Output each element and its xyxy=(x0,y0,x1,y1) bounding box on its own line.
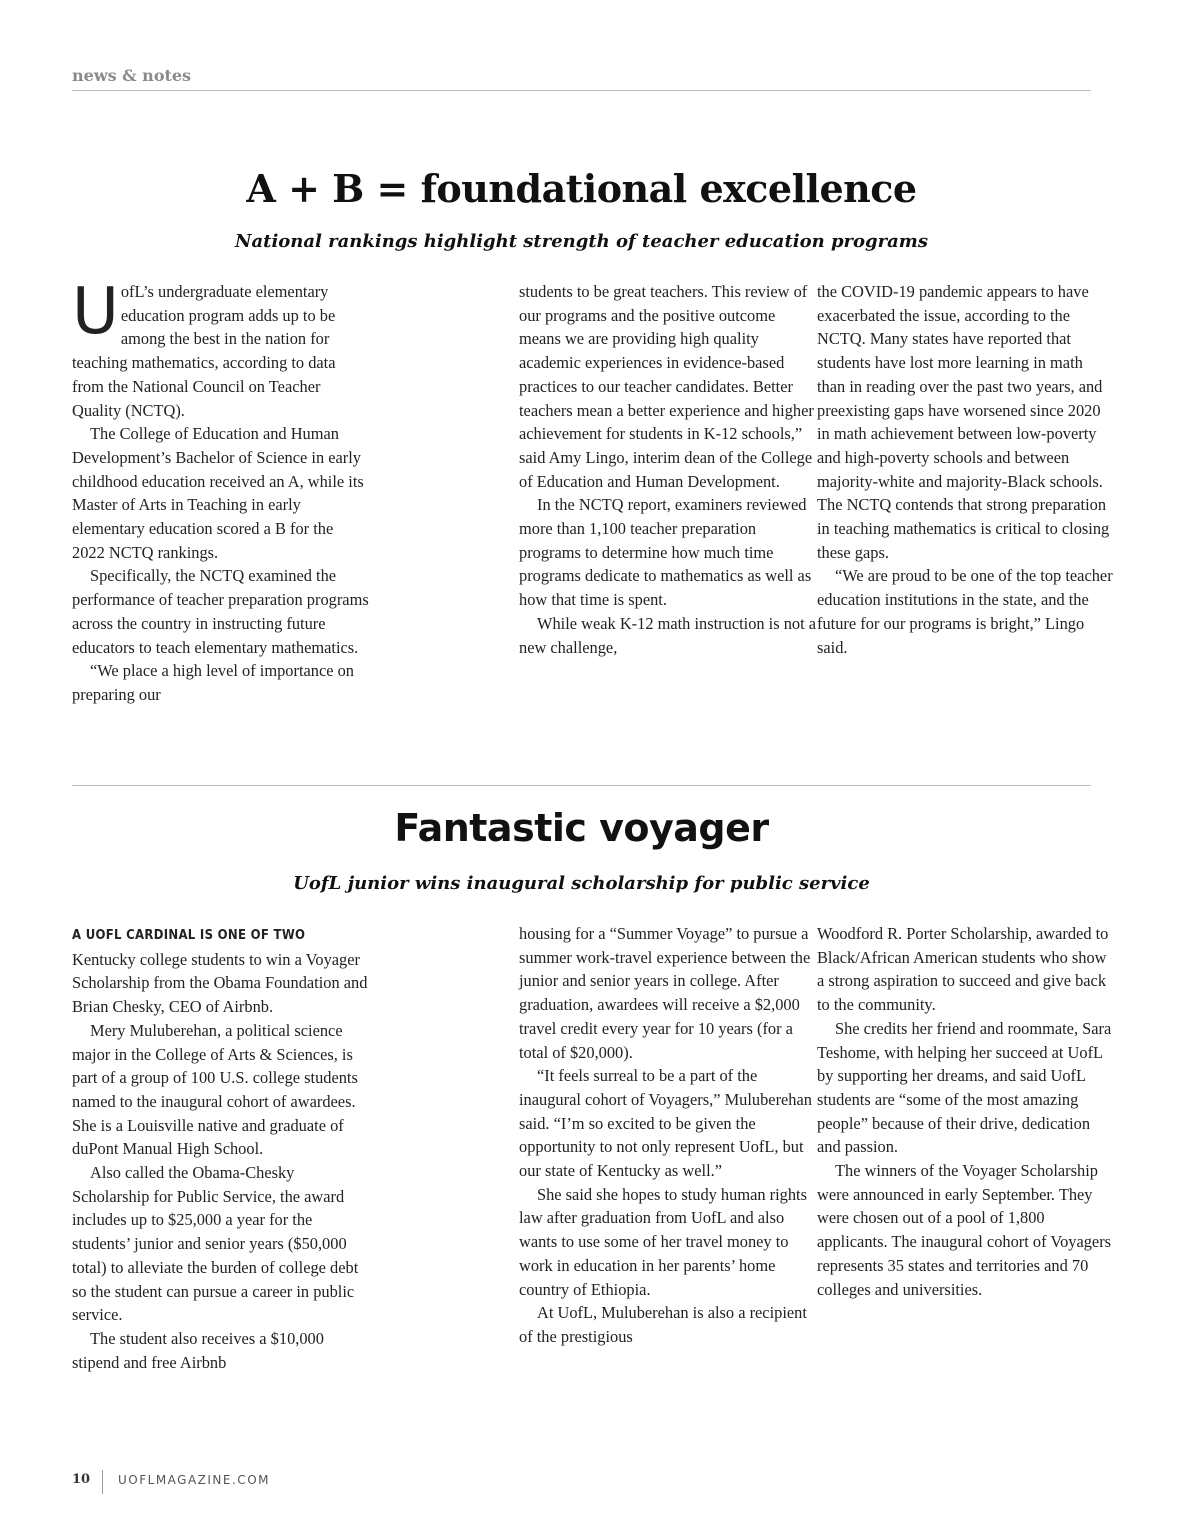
header-divider xyxy=(72,90,1091,91)
article-divider xyxy=(72,785,1091,786)
article2-paragraph: The student also receives a $10,000 stipend and free Airbnb xyxy=(72,1328,324,1372)
article1-paragraph: In the NCTQ report, examiners reviewed more than 1,100 teacher preparation programs to determine how much time programs dedicate to mathematics as well as how that time is spent. xyxy=(519,495,812,610)
site-url: UOFLMAGAZINE.COM xyxy=(118,1473,270,1487)
article2-paragraph: Mery Muluberehan, a political science major in the College of Arts & Sciences, is part of a group of 100 U.S. college students named to the inaugural cohort of awardees. She is a Louisville native and graduate of duPont Manual High School. xyxy=(72,1020,358,1159)
article1-title: A + B = foundational excellence xyxy=(246,166,917,211)
article1-column-3 xyxy=(817,280,1115,659)
article2-column-3 xyxy=(817,922,1115,1301)
article2-paragraph: Woodford R. Porter Scholarship, awarded to Black/African American students who show a strong aspiration to succeed and give back to the community. xyxy=(817,924,1109,1015)
article2-paragraph: housing for a “Summer Voyage” to pursue a summer work-travel experience between the junior and senior years in college. After graduation, awardees will receive a $2,000 travel credit every year for 10 years (for a total of $20,000). xyxy=(519,924,811,1062)
article2-paragraph: Also called the Obama-Chesky Scholarship for Public Service, the award includes up to $25,000 a year for the students’ junior and senior years ($50,000 total) to alleviate the burden of college debt so the student can pursue a career in public service. xyxy=(72,1163,359,1325)
section-label: news & notes xyxy=(72,66,192,85)
article1-paragraph: “We place a high level of importance on preparing our xyxy=(72,661,355,704)
lead-in: A UOFL CARDINAL IS ONE OF TWO xyxy=(72,928,306,943)
article2-text: Kentucky college students to win a Voyager Scholarship from the Obama Foundation and Brian Chesky, CEO of Airbnb. xyxy=(72,949,368,1017)
article1-paragraph: The College of Education and Human Development’s Bachelor of Science in early childhood education received an A, while its Master of Arts in Teaching in early elementary education scored a B for the 2022 NCTQ rankings. xyxy=(72,424,364,562)
article1-column-2 xyxy=(519,280,817,659)
article2-column-2 xyxy=(519,922,817,1349)
article1-paragraph: “We are proud to be one of the top teacher education institutions in the state, and the future for our programs is bright,” Lingo said. xyxy=(817,566,1113,657)
article2-title: Fantastic voyager xyxy=(394,806,769,850)
article1-paragraph: the COVID-19 pandemic appears to have exacerbated the issue, according to the NCTQ. Many states have reported that students have lost more learning in math than in reading over the past two years, and preexisting gaps have worsened since 2020 in math achievement between low-poverty and high-poverty schools and between majority-white and majority-Black schools. The NCTQ contends that strong preparation in teaching mathematics is critical to closing these gaps. xyxy=(817,282,1110,562)
article2-column-1 xyxy=(72,922,370,1374)
article1-paragraph xyxy=(72,275,370,422)
article1-paragraph: students to be great teachers. This review of our programs and the positive outcome means we are providing high quality academic experiences in evidence-based practices to our teacher candidates. Better teachers mean a better experience and higher achievement for students in K-12 schools,” said Amy Lingo, interim dean of the College of Education and Human Development. xyxy=(519,282,814,491)
article2-paragraph: She said she hopes to study human rights law after graduation from UofL and also wants to use some of her travel money to work in education in her parents’ home country of Ethiopia. xyxy=(519,1184,807,1299)
footer-divider xyxy=(102,1470,103,1494)
article1-paragraph: Specifically, the NCTQ examined the performance of teacher preparation programs across the country in instructing future educators to teach elementary mathematics. xyxy=(72,566,369,657)
page-number: 10 xyxy=(72,1472,91,1487)
article1-column-1 xyxy=(72,275,370,707)
article1-dek: National rankings highlight strength of teacher education programs xyxy=(235,231,928,252)
article2-paragraph xyxy=(72,922,370,1019)
article1-text: ofL’s undergraduate elementary education program adds up to be among the best in the nation for teaching mathematics, according to data from the National Council on Teacher Quality (NCTQ). xyxy=(72,282,336,420)
article2-paragraph: “It feels surreal to be a part of the inaugural cohort of Voyagers,” Muluberehan said. “I’m so excited to be given the opportunity to not only represent UofL, but our state of Kentucky as well.” xyxy=(519,1066,812,1181)
article2-paragraph: She credits her friend and roommate, Sara Teshome, with helping her succeed at UofL by supporting her dreams, and said UofL students are “some of the most amazing people” because of their drive, dedication and passion. xyxy=(817,1018,1112,1157)
article2-paragraph: The winners of the Voyager Scholarship were announced in early September. They were chosen out of a pool of 1,800 applicants. The inaugural cohort of Voyagers represents 35 states and territories and 70 colleges and universities. xyxy=(817,1161,1112,1299)
article2-dek: UofL junior wins inaugural scholarship for public service xyxy=(293,873,870,894)
article2-paragraph: At UofL, Muluberehan is also a recipient of the prestigious xyxy=(519,1303,807,1346)
drop-cap: U xyxy=(72,275,117,349)
article1-paragraph: While weak K-12 math instruction is not a new challenge, xyxy=(519,613,817,657)
